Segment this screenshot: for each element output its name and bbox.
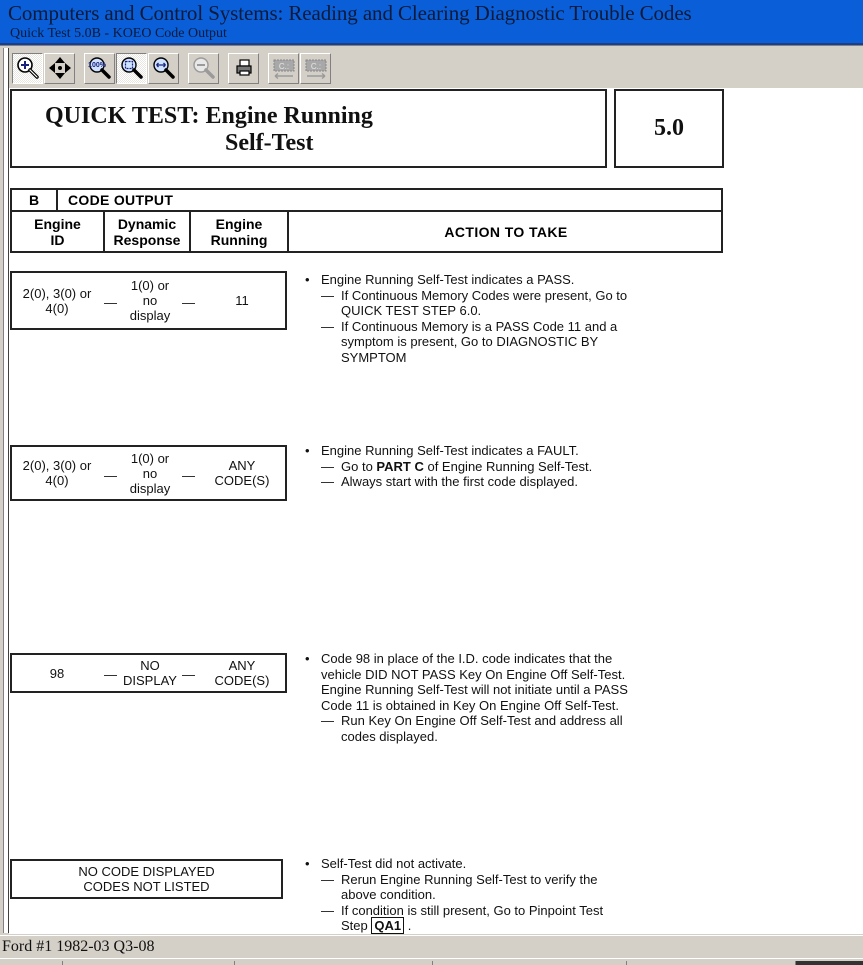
section-letter: B <box>12 190 58 210</box>
camera-right-arrow-icon <box>304 56 328 80</box>
column-engine-id: Engine ID <box>12 212 105 251</box>
magnifier-minus-icon <box>192 56 216 80</box>
pinpoint-test-link[interactable]: QA1 <box>371 917 404 934</box>
zoom-out-button[interactable] <box>188 53 219 84</box>
window-subtitle: Quick Test 5.0B - KOEO Code Output <box>10 26 227 41</box>
four-way-arrows-icon <box>48 56 72 80</box>
engine-id-value: 2(0), 3(0) or 4(0) <box>22 285 92 316</box>
document-viewport[interactable] <box>9 88 863 934</box>
printer-icon <box>232 56 256 80</box>
magnifier-plus-icon <box>16 56 40 80</box>
test-header-box <box>10 89 607 168</box>
title-bar <box>0 0 863 45</box>
pan-button[interactable] <box>44 53 75 84</box>
step-number-box: 5.0 <box>614 89 724 168</box>
magnifier-fit-icon <box>120 56 144 80</box>
column-engine-running: Engine Running <box>191 212 289 251</box>
action-code-98: • Code 98 in place of the I.D. code indicates that the vehicle DID NOT PASS Key On Engine Off Self-Test. Engine Running Self-Test will not initiate until a PASS Code 11 is obtained in Key On Engine Off Self-Test. — Run Key On Engine Off Self-Test and address all codes displayed. <box>305 651 628 744</box>
zoom-100-button[interactable] <box>84 53 115 84</box>
svg-text:C.:: C.: <box>310 62 321 71</box>
code-output-table-header <box>10 188 723 253</box>
section-name: CODE OUTPUT <box>68 192 174 208</box>
status-bar <box>0 935 863 957</box>
action-pass: • Engine Running Self-Test indicates a PASS. — If Continuous Memory Codes were present, Go to QUICK TEST STEP 6.0. — If Continuous Memory is a PASS Code 11 and a symptom is present, Go to DIAGNOSTIC BY SYMPTOM <box>305 272 627 365</box>
toolbar <box>12 50 332 86</box>
camera-left-arrow-icon <box>272 56 296 80</box>
fit-width-button[interactable] <box>148 53 179 84</box>
code-row-no-code: NO CODE DISPLAYED CODES NOT LISTED <box>10 859 283 899</box>
status-text: Ford #1 1982-03 Q3-08 <box>2 938 155 955</box>
svg-text:C.:: C.: <box>278 62 289 71</box>
column-dynamic-response: Dynamic Response <box>105 212 191 251</box>
test-title-line2: Self-Test <box>225 130 314 156</box>
dynamic-response-value: 1(0) or no display <box>129 278 171 323</box>
bottom-panel-strip <box>0 958 863 965</box>
zoom-in-button[interactable] <box>12 53 43 84</box>
action-no-code: • Self-Test did not activate. — Rerun Engine Running Self-Test to verify the above condition. — If condition is still present, Go to Pinpoint Test Step QA1 . <box>305 856 603 934</box>
window-title: Computers and Control Systems: Reading and Clearing Diagnostic Trouble Codes <box>8 1 692 25</box>
fit-page-button[interactable] <box>116 53 147 84</box>
test-title-line1: QUICK TEST: Engine Running <box>45 103 373 129</box>
print-button[interactable] <box>228 53 259 84</box>
previous-image-button[interactable] <box>268 53 299 84</box>
code-row-fault: 2(0), 3(0) or 4(0) — 1(0) or no display — ANY CODE(S) <box>10 445 287 501</box>
magnifier-100-icon <box>88 56 112 80</box>
column-action: ACTION TO TAKE <box>444 223 568 240</box>
engine-running-value: 11 <box>235 293 249 308</box>
magnifier-width-icon <box>152 56 176 80</box>
action-fault: • Engine Running Self-Test indicates a FAULT. — Go to PART C of Engine Running Self-Test. — Always start with the first code displayed. <box>305 443 592 490</box>
code-row-pass: 2(0), 3(0) or 4(0) — 1(0) or no display — 11 <box>10 271 287 330</box>
code-row-98: 98 — NO DISPLAY — ANY CODE(S) <box>10 653 287 693</box>
next-image-button[interactable] <box>300 53 331 84</box>
svg-text:100%: 100% <box>87 62 106 69</box>
